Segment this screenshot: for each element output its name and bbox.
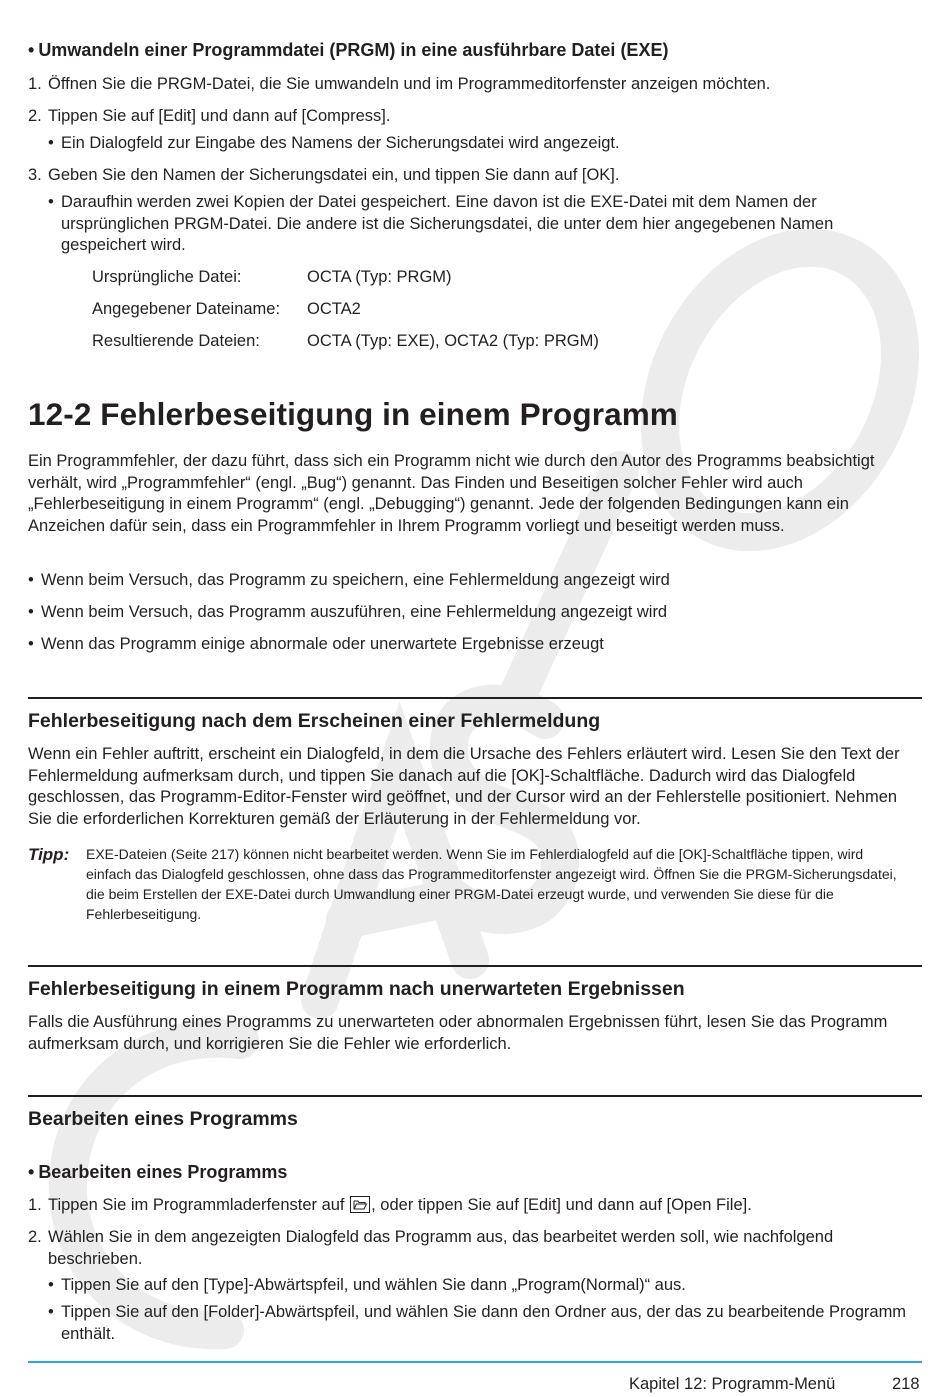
list-item: • Wenn beim Versuch, das Programm auszuführen, eine Fehlermeldung angezeigt wird xyxy=(28,603,668,621)
step-3: 3. Geben Sie den Namen der Sicherungsdatei ein, und tippen Sie dann auf [OK]. xyxy=(28,166,620,184)
file-table-row: Ursprüngliche Datei: OCTA (Typ: PRGM) xyxy=(92,268,452,286)
step-2-note: • Ein Dialogfeld zur Eingabe des Namens der Sicherungsdatei wird angezeigt. xyxy=(48,134,620,152)
step-2: 2. Tippen Sie auf [Edit] und dann auf [Compress]. xyxy=(28,107,391,125)
section-divider xyxy=(28,1095,922,1097)
bullet-dot: • xyxy=(28,40,35,60)
footer-rule xyxy=(28,1361,922,1363)
section-body-unexpected: Falls die Ausführung eines Programms zu unerwarteten oder abnormalen Ergebnissen führt, lesen Sie das Programm aufmerksam durch, und korrigieren Sie die Fehler wie erforderlich. xyxy=(28,1013,888,1053)
chapter-title: 12-2 Fehlerbeseitigung in einem Programm xyxy=(28,396,678,432)
section-divider xyxy=(28,697,922,699)
section-heading-edit: Bearbeiten eines Programms xyxy=(28,1108,298,1130)
bullet-dot: • xyxy=(28,1162,35,1182)
section-heading-exe: • Umwandeln einer Programmdatei (PRGM) in eine ausführbare Datei (EXE) xyxy=(28,40,669,60)
tip-text: EXE-Dateien (Seite 217) können nicht bearbeitet werden. Wenn Sie im Fehlerdialogfeld auf die [OK]-Schaltfläche tippen, wird einfach das Dialogfeld geschlossen, ohne dass das Programmeditorfenster angezeigt wird. Öffnen Sie die PRGM-Sicherungsdatei, die beim Erstellen der EXE-Datei durch Umwandlung einer PRGM-Datei erzeugt wurde, und verwenden Sie diese für die Fehlerbeseitigung. xyxy=(86,846,897,922)
list-item: • Wenn beim Versuch, das Programm zu speichern, eine Fehlermeldung angezeigt wird xyxy=(28,571,670,589)
section-divider xyxy=(28,965,922,967)
file-table-row: Resultierende Dateien: OCTA (Typ: EXE), OCTA2 (Typ: PRGM) xyxy=(92,332,599,350)
step-1: 1. Öffnen Sie die PRGM-Datei, die Sie umwandeln und im Programmeditorfenster anzeigen möchten. xyxy=(28,75,771,93)
step-3-note: • Daraufhin werden zwei Kopien der Datei gespeichert. Eine davon ist die EXE-Datei mit dem Namen der ursprünglichen PRGM-Datei. Die andere ist die Sicherungsdatei, die unter dem hier angegebenen Namen gespeichert wird. xyxy=(48,193,834,254)
file-table-row: Angegebener Dateiname: OCTA2 xyxy=(92,300,361,318)
footer-chapter: Kapitel 12: Programm-Menü xyxy=(629,1375,836,1393)
list-item: • Wenn das Programm einige abnormale oder unerwartete Ergebnisse erzeugt xyxy=(28,635,604,653)
subheading-edit: • Bearbeiten eines Programms xyxy=(28,1162,288,1182)
edit-step-1: 1. Tippen Sie im Programmladerfenster auf , oder tippen Sie auf [Edit] und dann auf [Open File]. xyxy=(28,1196,752,1214)
section-heading-unexpected: Fehlerbeseitigung in einem Programm nach unerwarteten Ergebnissen xyxy=(28,978,685,1000)
open-folder-icon[interactable] xyxy=(350,1196,370,1213)
tip-label: Tipp: xyxy=(28,845,70,864)
section-heading-error: Fehlerbeseitigung nach dem Erscheinen einer Fehlermeldung xyxy=(28,710,601,732)
edit-step-2-note: • Tippen Sie auf den [Folder]-Abwärtspfeil, und wählen Sie dann den Ordner aus, der das zu bearbeitende Programm enthält. xyxy=(48,1303,907,1343)
chapter-intro: Ein Programmfehler, der dazu führt, dass sich ein Programm nicht wie durch den Autor des Programms beabsichtigt verhält, wird „Programmfehler“ (engl. „Bug“) genannt. Das Finden und Beseitigen solcher Fehler wird auch „Fehlerbeseitigung in einem Programm“ (engl. „Debugging“) genannt. Jede der folgenden Bedingungen kann ein Anzeichen dafür sein, dass ein Programmfehler in Ihrem Programm vorliegt und beseitigt werden muss. xyxy=(28,452,875,535)
page-number: 218 xyxy=(892,1375,920,1393)
tip-box xyxy=(28,844,908,924)
edit-step-2-note: • Tippen Sie auf den [Type]-Abwärtspfeil, und wählen Sie dann „Program(Normal)“ aus. xyxy=(48,1276,686,1294)
section-body-error: Wenn ein Fehler auftritt, erscheint ein Dialogfeld, in dem die Ursache des Fehlers erläutert wird. Lesen Sie den Text der Fehlermeldung aufmerksam durch, und tippen Sie danach auf die [OK]-Schaltfläche. Dadurch wird das Dialogfeld geschlossen, das Programm-Editor-Fenster wird geöffnet, und der Cursor wird an der Fehlerstelle positioniert. Nehmen Sie die erforderlichen Korrekturen gemäß der Erläuterung in der Fehlermeldung vor. xyxy=(28,745,900,828)
edit-step-2: 2. Wählen Sie in dem angezeigten Dialogfeld das Programm aus, das bearbeitet werden soll, wie nachfolgend beschrieben. xyxy=(28,1228,834,1268)
